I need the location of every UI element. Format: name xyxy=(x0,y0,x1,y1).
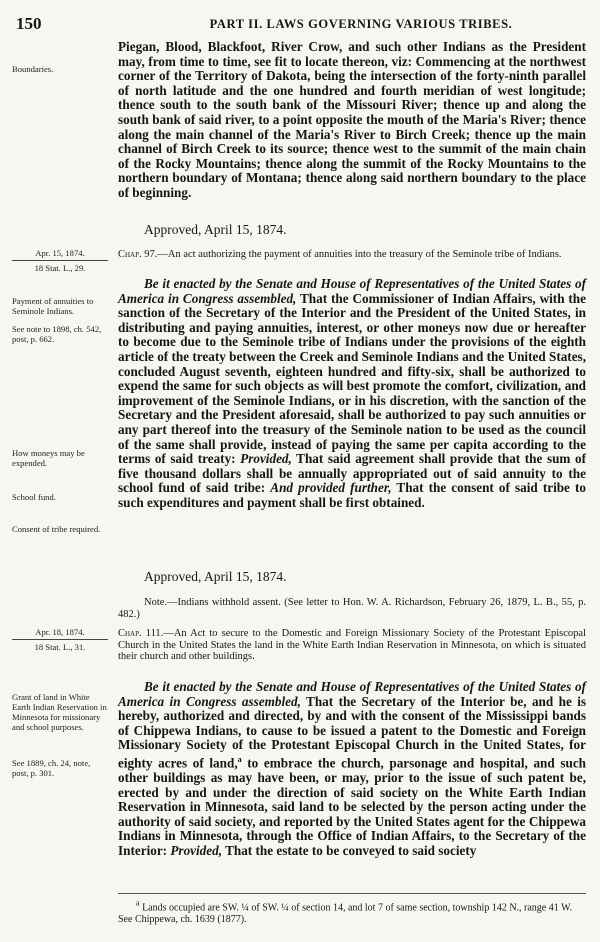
chapter-111-heading xyxy=(118,628,586,663)
approved-line-1: Approved, April 15, 1874. xyxy=(144,222,287,237)
note-text: —Indians withhold assent. (See letter to Hon. W. A. Richardson, February 26, 1879, L. B., 55, p. 482.) xyxy=(118,597,586,620)
footnote-text: Lands occupied are SW. ¼ of SW. ¼ of section 14, and lot 7 of same section, township 142 N., range 41 W. See Chippewa, ch. 1639 (1877). xyxy=(118,902,573,925)
margin-stat-act111: 18 Stat. L., 31. xyxy=(34,642,86,652)
footnote-mark-ref: a xyxy=(136,899,140,908)
enactment-97: Be it enacted by the Senate and House of Representatives of the United States of America in Congress assembled, That the Commissioner of Indian Affairs, with the sanction of the Secretary of the Interior and the President of the United States, in distributing and paying annuities, interest, or other moneys now due or hereafter to become due to the Seminole tribe of Indians under the provisions of the eighth article of the treaty between the Creek and Seminole Indians and the United States, concluded August seventh, eighteen hundred and fifty-six, shall be authorized to expend the same for such objects as will best promote the comfort, civilization, and improvement of the Seminole Indians, or in his discretion, with the sanction of the Secretary and the President aforesaid, shall be authorized to pay such annuities or any part thereof into the treasury of the Seminole nation to be used as the council of the same shall provide, instead of paying the same per capita according to the terms of said treaty: Provided, That said agreement shall provide that the sum of five thousand dollars shall be annually appropriated out of said annuity to the school fund of said tribe: And provided further, That the consent of said tribe to such expenditures and payment shall be first obtained. xyxy=(118,276,587,510)
chapter-97-heading xyxy=(118,249,586,261)
running-head: PART II. LAWS GOVERNING VARIOUS TRIBES. xyxy=(209,17,513,31)
margin-note-school-fund: School fund. xyxy=(12,492,56,502)
margin-note-how-moneys: How moneys may be expended. xyxy=(12,448,85,468)
note-label: Note. xyxy=(144,597,168,608)
margin-note-consent: Consent of tribe required. xyxy=(12,524,101,534)
margin-note-payment: Payment of annuities to Seminole Indians. xyxy=(12,296,94,316)
enacting-clause: Be it enacted by the Senate and House of Representatives of the United States of America in Congress assembled, xyxy=(118,276,586,306)
margin-stat-act97: 18 Stat. L., 29. xyxy=(34,263,86,273)
enactment-111: Be it enacted by the Senate and House of Representatives of the United States of America in Congress assembled, That the Secretary of the Interior be, and he is hereby, authorized and directed, by and with the consent of the Mississippi bands of Chippewa Indians, to cause to be issued a patent to the Domestic and Foreign Missionary Society of the Protestant Episcopal Church in the United States, for eighty acres of land,$^a$ to embrace the church, parsonage and hospital, and such other buildings as may have been, or may, prior to the issue of such patent be, erected by and under the direction of said society on the White Earth Indian Reservation in Minnesota, said land to be selected by the person acting under the authority of said society, and reported by the United States agent for the Chippewa Indians in Minnesota, through the Office of Indian Affairs, to the Secretary of the Interior: Provided, That the estate to be conveyed to said society xyxy=(118,679,587,858)
footnote-rule xyxy=(118,893,586,894)
margin-date-act111: Apr. 18, 1874. xyxy=(12,627,108,640)
page-number: 150 xyxy=(16,14,42,33)
chapter-111-label: Chap. 111. xyxy=(118,628,164,639)
footnote-mark: a xyxy=(237,754,242,764)
boundaries-paragraph: Piegan, Blood, Blackfoot, River Crow, and such other Indians as the President may, from time to time, see fit to locate thereon, viz: Commencing at the northwest corner of the Territory of Dakota, being the intersection of the forty-ninth parallel of north latitude and the one hundred and fourth meridian of west longitude; thence south to the south bank of the Missouri River; thence up and along the south bank of said river, to a point opposite the mouth of the Maria's River; thence along the main channel of the Maria's River to Birch Creek; thence up the main channel of Birch Creek to its source; thence west to the summit of the main chain of the Rocky Mountains; thence along the summit of the Rocky Mountains to the northern boundary of Montana; thence along said northern boundary to the place of beginning. xyxy=(118,39,586,200)
enacting-clause-2: Be it enacted by the Senate and House of Representatives of the United States of America in Congress assembled, xyxy=(118,679,586,709)
margin-note-grant: Grant of land in White Earth Indian Reservation in Minnesota for missionary and school purposes. xyxy=(12,692,107,732)
chapter-97-title: —An act authorizing the payment of annuities into the treasury of the Seminole tribe of Indians. xyxy=(157,249,562,260)
chapter-97-label: Chap. 97. xyxy=(118,249,158,260)
page-header xyxy=(16,14,586,36)
margin-note-see-1889: See 1889, ch. 24, note, post, p. 301. xyxy=(12,758,91,778)
footnote xyxy=(118,898,586,925)
margin-date-act97: Apr. 15, 1874. xyxy=(12,248,108,261)
note-paragraph xyxy=(118,597,586,621)
margin-note-see-1898: See note to 1898, ch. 542, post, p. 662. xyxy=(12,324,102,344)
approved-line-2: Approved, April 15, 1874. xyxy=(144,569,287,584)
chapter-111-title: —An Act to secure to the Domestic and Foreign Missionary Society of the Protestant Episcopal Church in the United States the land in the White Earth Indian Reservation in Minnesota, on which is situated their church and other buildings. xyxy=(118,628,586,662)
margin-note-boundaries: Boundaries. xyxy=(12,64,54,74)
